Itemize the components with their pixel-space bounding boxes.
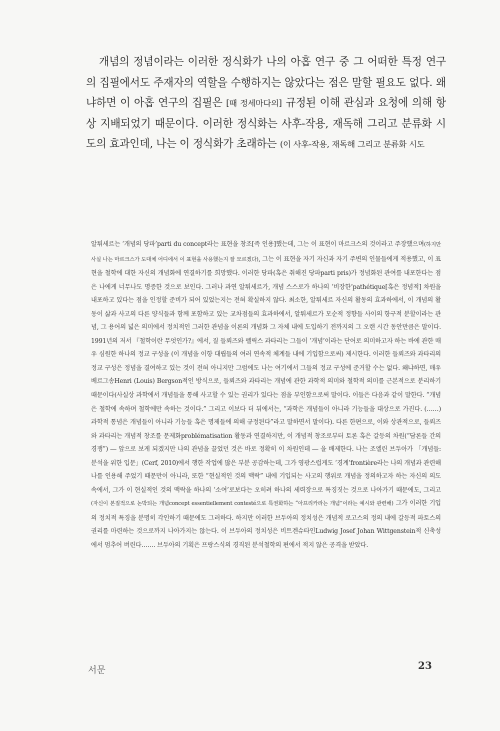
section-name: 서문 (88, 666, 106, 676)
main-text-aside: (이 사후-작용, 재독해 그리고 분류화 시도 (279, 139, 425, 149)
note-text-3: , 그는 이 표현을 자기 자신과 자기 주변의 인물들에게 적용했고, 이 표현을 철학에 대한 자신의 개념화에 연결하기를 희망했다. 이러한 당파(혹은 취해진 당파parti pris)가 정념화된 관여를 내포한다는 점은 나에게 너무나도 명증한 것으로 보인다. 그러나 과연 알튀세르가, 개념 스스로가 하나의 ‘비장한’pathétique[혹은 정념적] 차원을 내포하고 있다는 점을 인정할 준비가 되어 있었는지는 전혀 확실하지 않다. 최소한, 알튀세르 자신의 활동의 효과하에서, 이 개념의 활동이 삶과 사고의 다른 양식들과 함께 포함하고 있는 교차점들의 효과하에서, 알튀세르가 모순적 정향들 사이의 항구적 분할이라는 관념, 그 용어의 넓은 의미에서 정치적인 그러한 관념을 이론의 개념화 그 자체 내에 도입하기 전까지의 그 오랜 시간 동안만큼은 말이다. 1991년의 저서 『철학이란 무엇인가?』에서, 질 들뢰즈와 펠릭스 과타리는 그들이 ‘개념’이라는 단어로 의미하고자 하는 바에 관한 매우 심원한 하나의 정교 구성을 (이 개념을 이항 대립들의 여러 연속적 체계들 내에 기입함으로써) 제시한다. 이러한 들뢰즈와 과타리의 정교 구성은 정념을 결여하고 있는 것이 전혀 아니지만 그럼에도 나는 여기에서 그들의 정교 구성에 준거할 수는 없다. 왜냐하면, 매우 베르그송Henri (Louis) Bergson적인 방식으로, 들뢰즈와 과타리는 개념에 관한 과학적 의미와 철학적 의미를 근본적으로 분리하기 때문이다(사실상 과학에서 개념들을 통해 사고할 수 있는 권리가 있다는 점을 부인함으로써 말이다. 이들은 다음과 같이 말한다. “개념은 철학에 속하며 철학에만 속하는 것이다.” 그리고 이보다 더 뒤에서는, “과학은 개념들이 아니라 기능들을 대상으로 가진다. (……) 과학적 통념은 개념들이 아니라 기능들 혹은 명제들에 의해 규정된다”라고 말하면서 말이다). 다른 한편으로, 이와 상관적으로, 들뢰즈와 과타리는 개념적 창조를 문제화problématisation 활동과 연결하지만, 이 개념적 창조로부터 토론 혹은 갈등의 차원(“담론들 간의 경쟁”) ― 앞으로 보게 되겠지만 나의 관념을 끌었던 것은 바로 정확히 이 차원인데 ― 을 배제한다. 나는 조엘린 브두아가 「개념들: 분석을 위한 입문」(Cerf, 2010)에서 행한 작업에 많은 부분 공감하는데, 그가 영광스럽게도 ‘경계’frontière라는 나의 개념과 관련해 나를 인용해 주었기 때문만이 아니라, 또한 “현실적인 것의 맥락” 내에 기입되는 사고의 행위로 개념을 정의하고자 하는 자신의 의도 속에서, 그가 이 현실적인 것의 맥락을 하나의 ‘소여’로보다는 오히려 하나의 세력장으로 특징짓는 것으로 나아가기 때문에도, 그리고 (91, 255, 441, 494)
footnote-paragraph (91, 238, 441, 553)
note-text-2: (하지만 사실 나는 마르크스가 도대체 어디에서 이 표현을 사용했는지 잘 모르겠다) (91, 242, 441, 263)
note-text-1: 알튀세르는 ‘개념의 당파’parti du concept라는 표현을 창조[즉 인용]했는데, 그는 이 표현이 마르크스의 것이라고 주장했으며 (91, 241, 424, 248)
main-text-a: 개념의 정념이라는 이러한 정식화가 나의 아홉 연구 중 그 어떠한 특정 연구의 집필에서도 주재자의 역할을 수행하지는 않았다는 점은 말할 필요도 없다. 왜냐하면 이 아홉 연구의 집필은 (86, 56, 446, 109)
note-text-5: 그가 이러한 기입의 정치적 특징을 분명히 각인하기 때문에도 그러하다. 하지만 이러한 브두아의 정치성은 개념적 로고스의 정의 내에 갈등적 파토스의 권리를 마련하는 것으로까지 나아가지는 않는다. 이 브두아의 정치성은 비트겐슈타인Ludwig Josef Johan Wittgenstein적 신축성에서 멈추어 버린다……. 브두아의 기획은 프랑스식의 경직된 분석철학의 편에서 적지 않은 공격을 받았다. (91, 500, 441, 550)
main-paragraph (86, 52, 446, 155)
note-text-4: (자신이 본질적으로 논박되는 개념concept essentiellement contesté으로 특권화하는 “아프리카라는 개념”이라는 예시와 관련해) (91, 501, 394, 508)
page-number: 23 (418, 661, 432, 672)
main-text-c: 규정된 이해 관심과 요청에 의해 항상 지배되었기 때문이다. 이러한 정식화는 사후-작용, 재독해 그리고 분류화 시도의 효과인데, 나는 이 정식화가 초래하는 (86, 97, 446, 150)
main-text-bracket: [때 정세마다의] (226, 98, 282, 108)
